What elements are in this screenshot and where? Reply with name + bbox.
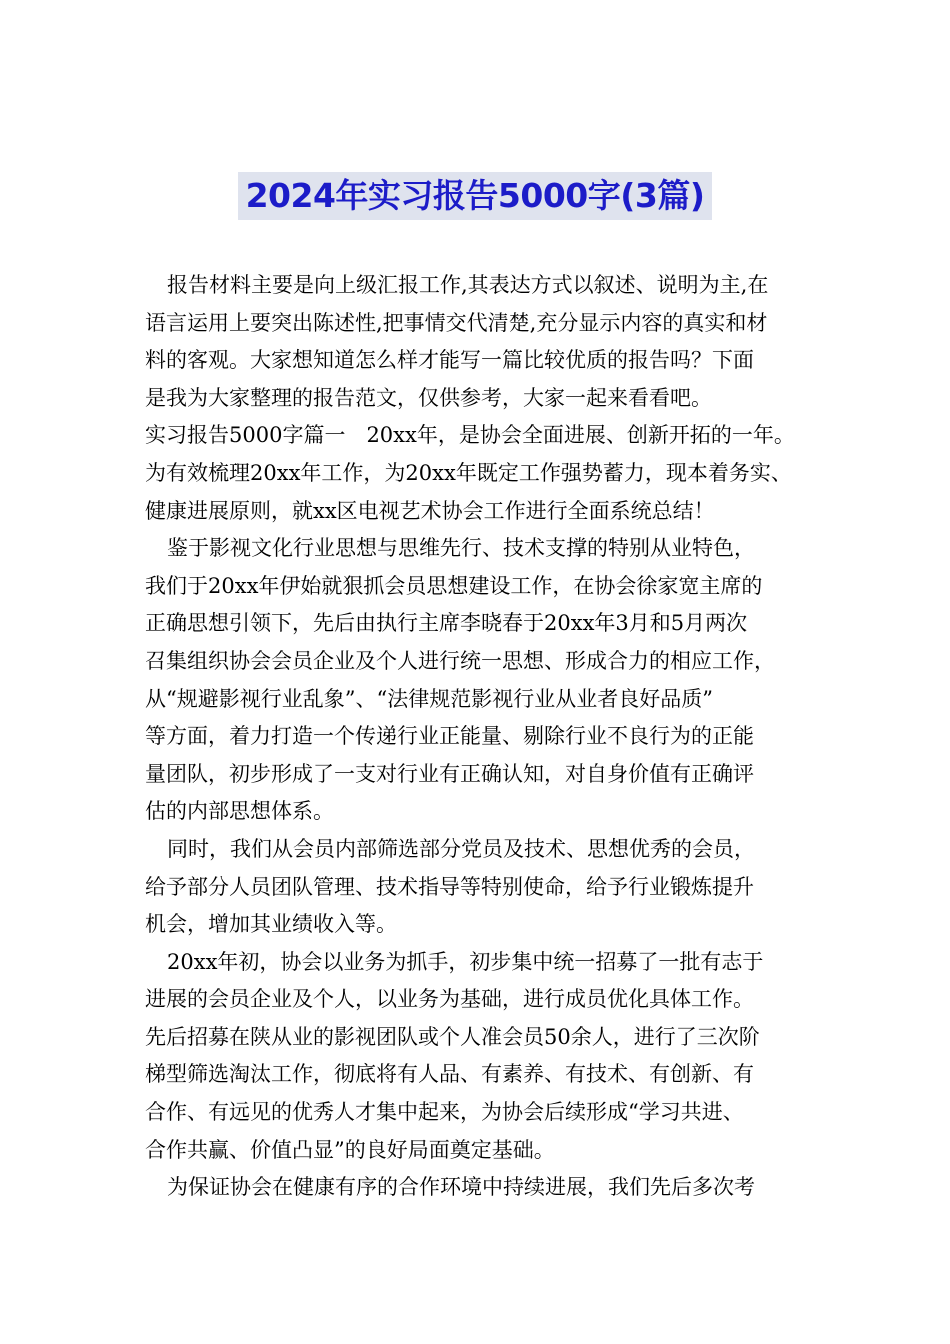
- text-line: 等方面，着力打造一个传递行业正能量、剔除行业不良行为的正能: [145, 724, 754, 749]
- text-line: 估的内部思想体系。: [145, 799, 334, 824]
- text-line: 从“规避影视行业乱象”、“法律规范影视行业从业者良好品质”: [145, 686, 713, 711]
- text-line: 先后招募在陕从业的影视团队或个人准会员50余人，进行了三次阶: [145, 1024, 760, 1049]
- text-line: 为保证协会在健康有序的合作环境中持续进展，我们先后多次考: [167, 1175, 755, 1200]
- title-container: [0, 172, 950, 220]
- text-line: 我们于20xx年伊始就狠抓会员思想建设工作，在协会徐家宽主席的: [145, 573, 763, 598]
- text-line: 健康进展原则，就xx区电视艺术协会工作进行全面系统总结！: [145, 498, 715, 523]
- text-line: 合作、有远见的优秀人才集中起来，为协会后续形成“学习共进、: [145, 1100, 744, 1125]
- text-line: 合作共赢、价值凸显”的良好局面奠定基础。: [145, 1137, 555, 1162]
- text-line: 实习报告5000字篇一 20xx年，是协会全面进展、创新开拓的一年。: [145, 423, 795, 448]
- text-line: 给予部分人员团队管理、技术指导等特别使命，给予行业锻炼提升: [145, 874, 754, 899]
- text-line: 语言运用上要突出陈述性,把事情交代清楚,充分显示内容的真实和材: [145, 310, 768, 335]
- text-line: 同时，我们从会员内部筛选部分党员及技术、思想优秀的会员，: [167, 836, 755, 861]
- text-line: 进展的会员企业及个人，以业务为基础，进行成员优化具体工作。: [145, 987, 754, 1012]
- text-line: 为有效梳理20xx年工作，为20xx年既定工作强势蓄力，现本着务实、: [145, 460, 792, 485]
- text-line: 是我为大家整理的报告范文，仅供参考，大家一起来看看吧。: [145, 385, 712, 410]
- text-line: 正确思想引领下，先后由执行主席李晓春于20xx年3月和5月两次: [145, 611, 748, 636]
- text-line: 机会，增加其业绩收入等。: [145, 912, 397, 937]
- text-line: 报告材料主要是向上级汇报工作,其表达方式以叙述、说明为主,在: [167, 273, 769, 297]
- text-line: 召集组织协会会员企业及个人进行统一思想、形成合力的相应工作，: [145, 648, 775, 673]
- text-line: 鉴于影视文化行业思想与思维先行、技术支撑的特别从业特色，: [167, 536, 755, 561]
- text-line: 梯型筛选淘汰工作，彻底将有人品、有素养、有技术、有创新、有: [145, 1062, 754, 1087]
- text-line: 量团队，初步形成了一支对行业有正确认知，对自身价值有正确评: [145, 761, 754, 786]
- document-title: 2024年实习报告5000字(3篇): [238, 172, 713, 220]
- text-line: 料的客观。大家想知道怎么样才能写一篇比较优质的报告吗？下面: [145, 348, 754, 373]
- document-body: [145, 267, 821, 1207]
- text-line: 20xx年初，协会以业务为抓手，初步集中统一招募了一批有志于: [167, 949, 764, 974]
